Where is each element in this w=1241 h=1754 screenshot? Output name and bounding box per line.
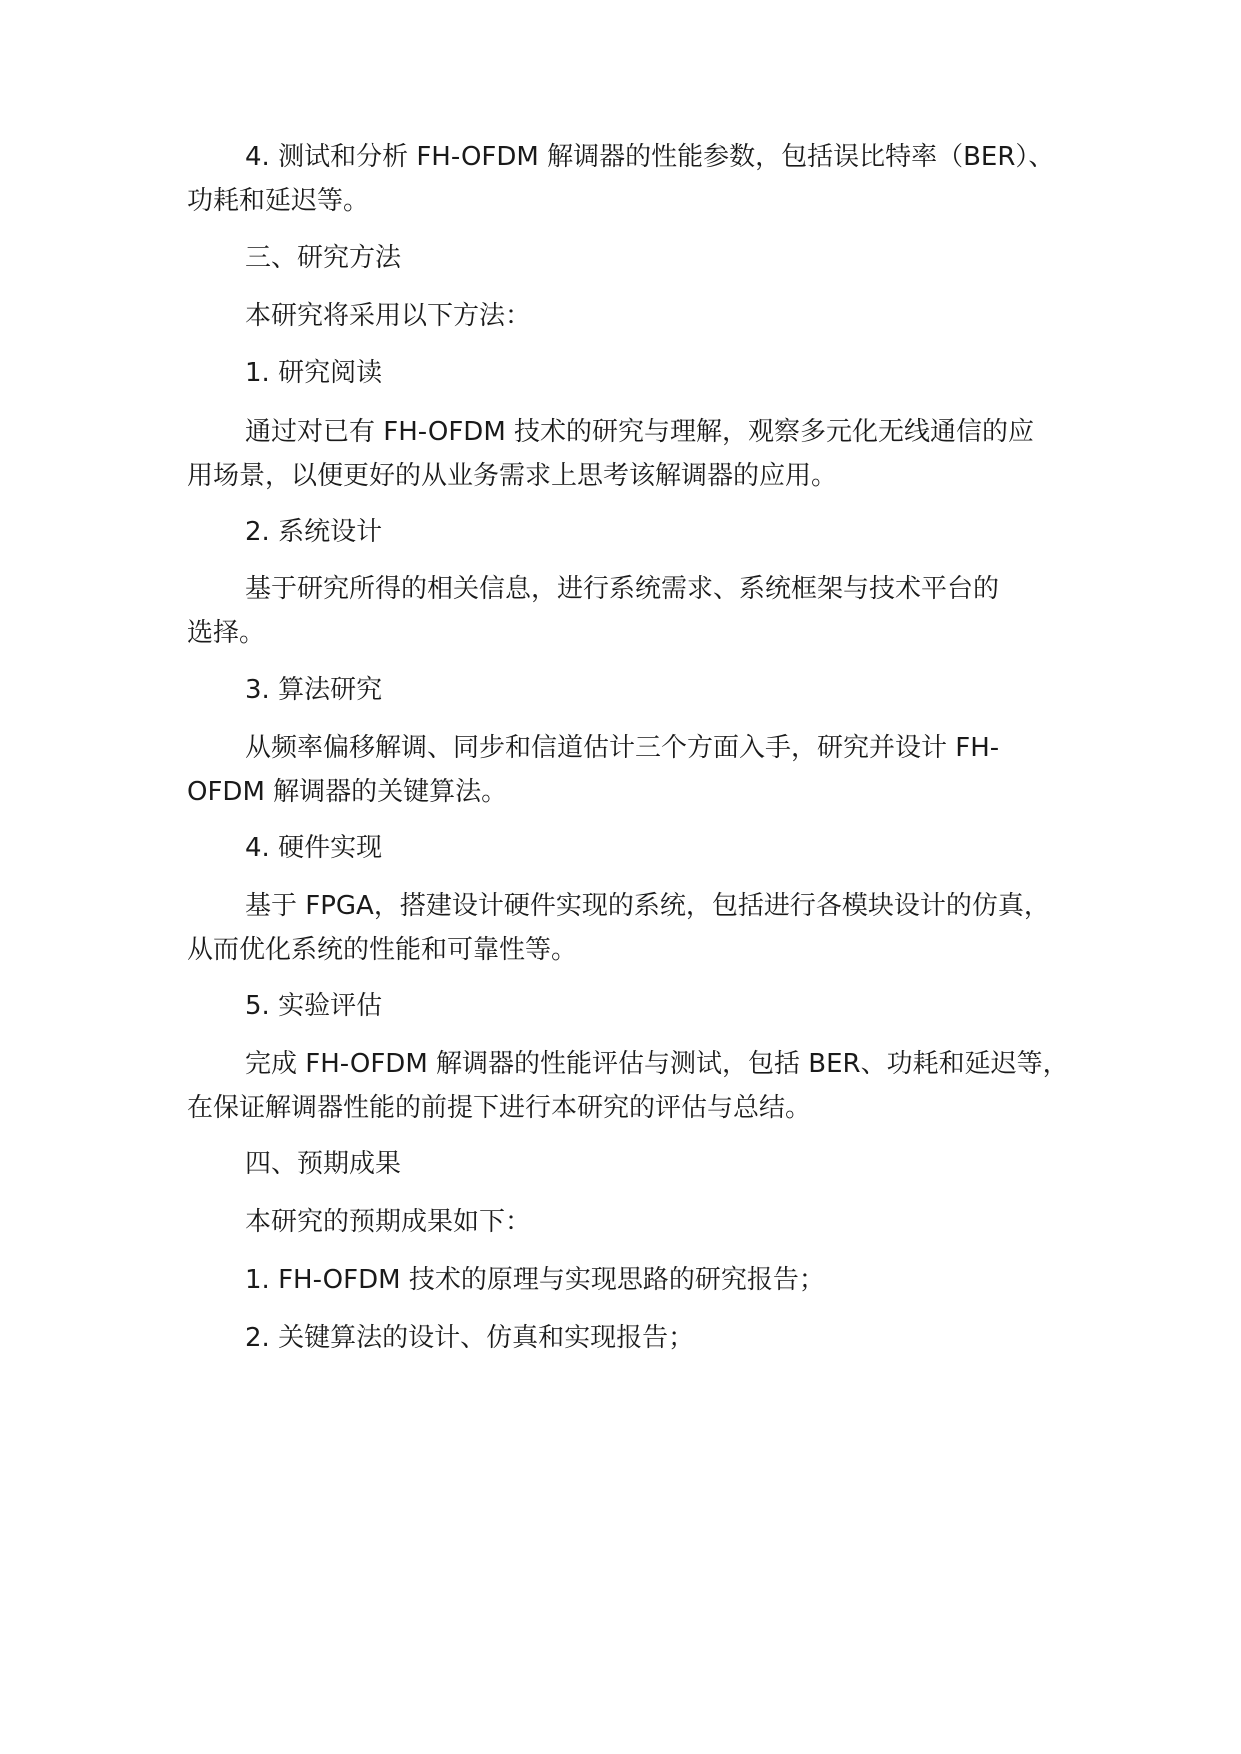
method-4-title [187, 826, 1087, 870]
list-item-title: 2. 系统设计 [245, 517, 383, 547]
method-3-body [187, 726, 1087, 814]
paragraph-line: 从而优化系统的性能和可靠性等。 [187, 935, 578, 965]
paragraph-line: 本研究将采用以下方法： [245, 301, 532, 331]
method-3-title [187, 668, 1087, 712]
list-item-title: 5. 实验评估 [245, 991, 383, 1021]
paragraph-line: OFDM 解调器的关键算法。 [187, 777, 508, 807]
paragraph-line: 用场景，以便更好的从业务需求上思考该解调器的应用。 [187, 461, 838, 491]
section-heading: 三、研究方法 [245, 243, 402, 273]
paragraph-line: 功耗和延迟等。 [187, 186, 370, 216]
section-heading: 四、预期成果 [245, 1149, 402, 1179]
method-5-body [187, 1042, 1087, 1130]
method-1-title [187, 351, 1087, 395]
list-item-title: 1. 研究阅读 [245, 358, 383, 388]
section-heading-methods [187, 236, 1087, 280]
paragraph-line: 在保证解调器性能的前提下进行本研究的评估与总结。 [187, 1093, 812, 1123]
method-2-body [187, 567, 1087, 655]
method-1-body [187, 410, 1087, 498]
section-heading-outcomes [187, 1142, 1087, 1186]
paragraph-outcomes-intro [187, 1200, 1087, 1244]
outcome-2 [187, 1316, 1087, 1360]
list-item: 1. FH-OFDM 技术的原理与实现思路的研究报告； [245, 1265, 825, 1295]
list-item: 2. 关键算法的设计、仿真和实现报告； [245, 1323, 695, 1353]
paragraph-line: 从频率偏移解调、同步和信道估计三个方面入手，研究并设计 FH- [245, 733, 1000, 763]
paragraph-line: 本研究的预期成果如下： [245, 1207, 532, 1237]
list-item-title: 3. 算法研究 [245, 675, 383, 705]
paragraph-line: 完成 FH-OFDM 解调器的性能评估与测试，包括 BER、功耗和延迟等， [245, 1049, 1069, 1079]
paragraph-line: 基于 FPGA，搭建设计硬件实现的系统，包括进行各模块设计的仿真， [245, 891, 1050, 921]
outcome-1 [187, 1258, 1087, 1302]
method-4-body [187, 884, 1087, 972]
method-2-title [187, 510, 1087, 554]
paragraph-line: 选择。 [187, 618, 266, 648]
method-5-title [187, 984, 1087, 1028]
paragraph-objective-4 [187, 135, 1087, 223]
paragraph-methods-intro [187, 294, 1087, 338]
paragraph-line: 4. 测试和分析 FH-OFDM 解调器的性能参数，包括误比特率（BER）、 [245, 142, 1055, 172]
paragraph-line: 通过对已有 FH-OFDM 技术的研究与理解，观察多元化无线通信的应 [245, 417, 1035, 447]
paragraph-line: 基于研究所得的相关信息，进行系统需求、系统框架与技术平台的 [245, 574, 1000, 604]
list-item-title: 4. 硬件实现 [245, 833, 383, 863]
